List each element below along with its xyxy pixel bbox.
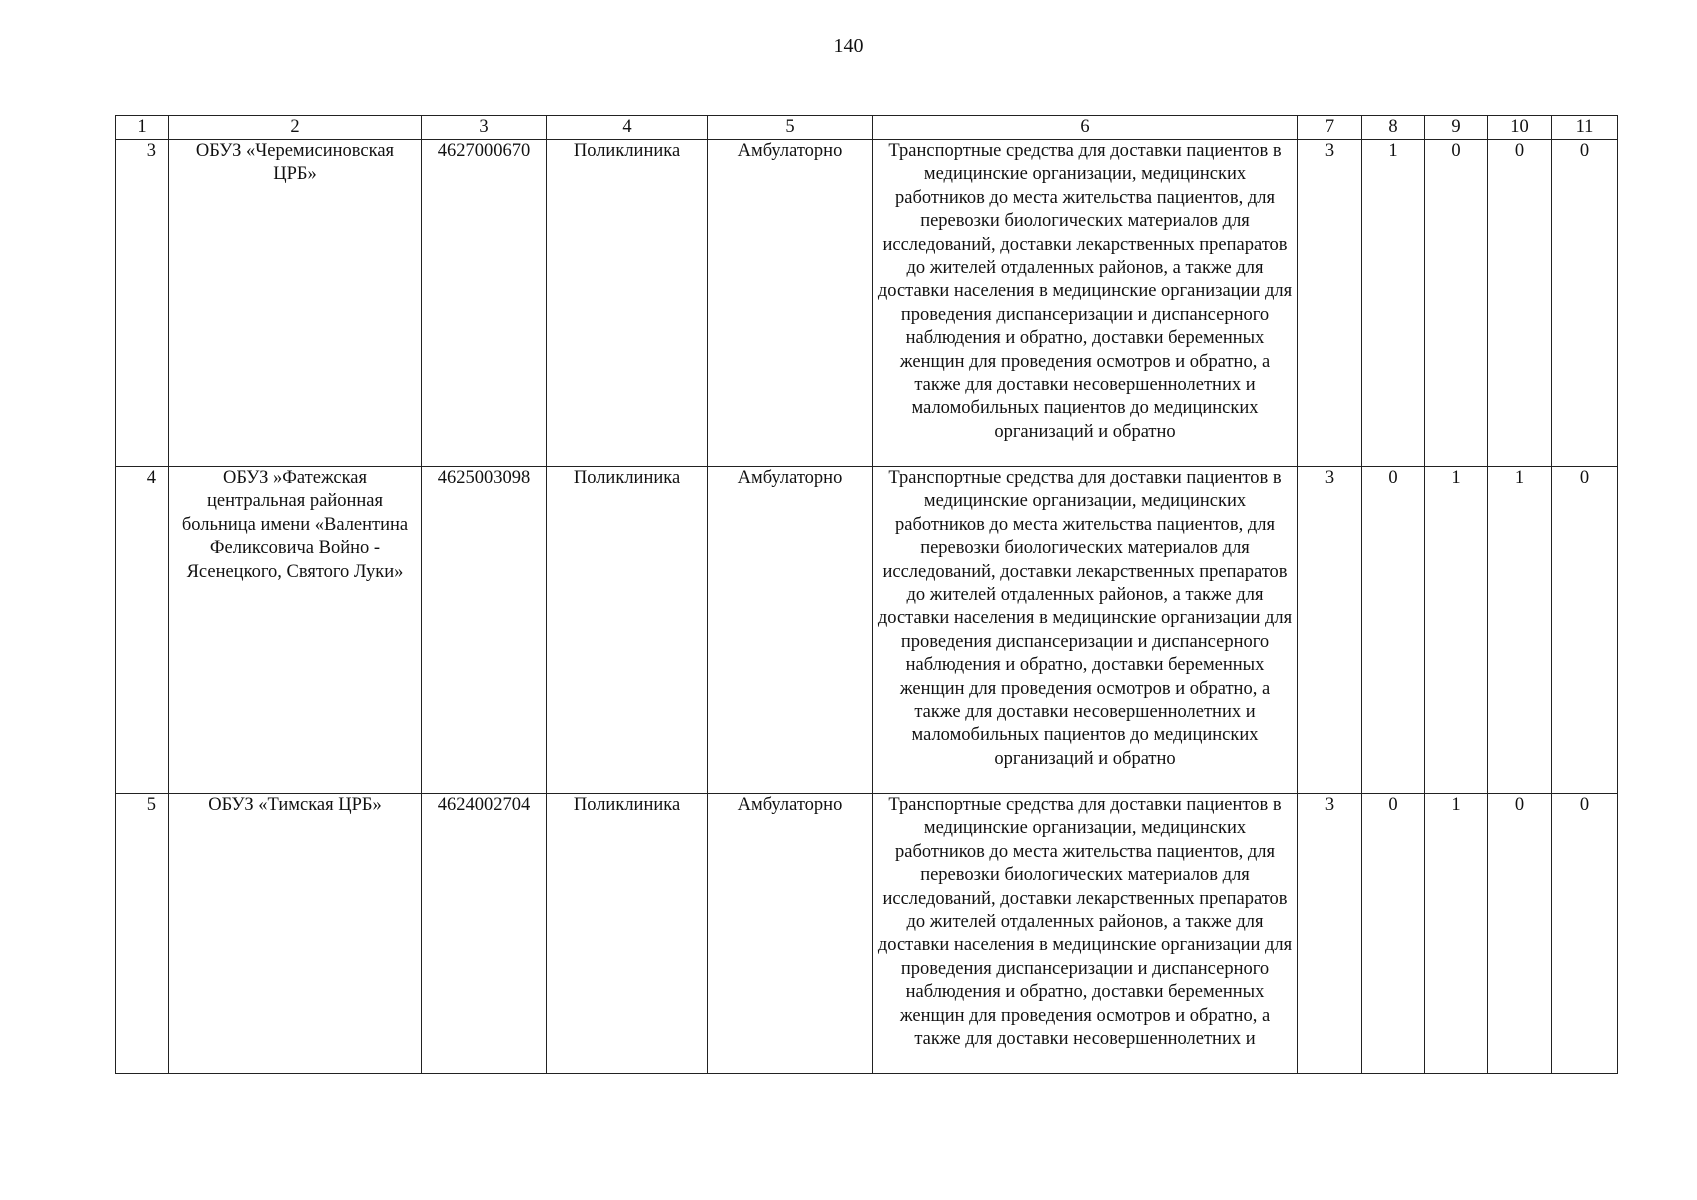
column-header-8: 8: [1362, 116, 1425, 140]
care-mode: Амбулаторно: [708, 467, 873, 794]
table-header-row: [116, 116, 1618, 140]
vehicle-purpose: Транспортные средства для доставки пациентов в медицинские организации, медицинских работников до места жительства пациентов, для перевозки биологических материалов для исследований, доставки лекарственных препаратов до жителей отдаленных районов, а также для доставки населения в медицинские организации для проведения диспансеризации и диспансерного наблюдения и обратно, доставки беременных женщин для проведения осмотров и обратно, а также для доставки несовершеннолетних и маломобильных пациентов до медицинских организаций и обратно: [873, 140, 1298, 467]
col-9-value: 1: [1425, 794, 1488, 1074]
col-11-value: 0: [1552, 794, 1618, 1074]
table-row: [116, 140, 1618, 467]
col-7-value: 3: [1298, 140, 1362, 467]
col-8-value: 0: [1362, 467, 1425, 794]
col-10-value: 0: [1488, 794, 1552, 1074]
column-header-4: 4: [547, 116, 708, 140]
column-header-11: 11: [1552, 116, 1618, 140]
inn-code: 4624002704: [422, 794, 547, 1074]
column-header-6: 6: [873, 116, 1298, 140]
row-number: 3: [116, 140, 169, 467]
organization-name: ОБУЗ «Черемисиновская ЦРБ»: [169, 140, 422, 467]
col-10-value: 0: [1488, 140, 1552, 467]
organization-name: ОБУЗ «Тимская ЦРБ»: [169, 794, 422, 1074]
row-number: 5: [116, 794, 169, 1074]
facility-type: Поликлиника: [547, 140, 708, 467]
column-header-9: 9: [1425, 116, 1488, 140]
col-7-value: 3: [1298, 467, 1362, 794]
vehicle-purpose: Транспортные средства для доставки пациентов в медицинские организации, медицинских работников до места жительства пациентов, для перевозки биологических материалов для исследований, доставки лекарственных препаратов до жителей отдаленных районов, а также для доставки населения в медицинские организации для проведения диспансеризации и диспансерного наблюдения и обратно, доставки беременных женщин для проведения осмотров и обратно, а также для доставки несовершеннолетних и: [873, 794, 1298, 1074]
column-header-2: 2: [169, 116, 422, 140]
col-8-value: 1: [1362, 140, 1425, 467]
row-number: 4: [116, 467, 169, 794]
column-header-3: 3: [422, 116, 547, 140]
facility-type: Поликлиника: [547, 467, 708, 794]
inn-code: 4625003098: [422, 467, 547, 794]
inn-code: 4627000670: [422, 140, 547, 467]
table-row: [116, 467, 1618, 794]
facility-type: Поликлиника: [547, 794, 708, 1074]
table-row: [116, 794, 1618, 1074]
col-9-value: 1: [1425, 467, 1488, 794]
column-header-5: 5: [708, 116, 873, 140]
col-11-value: 0: [1552, 467, 1618, 794]
page-number: 140: [833, 35, 864, 57]
col-8-value: 0: [1362, 794, 1425, 1074]
care-mode: Амбулаторно: [708, 794, 873, 1074]
care-mode: Амбулаторно: [708, 140, 873, 467]
col-10-value: 1: [1488, 467, 1552, 794]
vehicle-purpose: Транспортные средства для доставки пациентов в медицинские организации, медицинских работников до места жительства пациентов, для перевозки биологических материалов для исследований, доставки лекарственных препаратов до жителей отдаленных районов, а также для доставки населения в медицинские организации для проведения диспансеризации и диспансерного наблюдения и обратно, доставки беременных женщин для проведения осмотров и обратно, а также для доставки несовершеннолетних и маломобильных пациентов до медицинских организаций и обратно: [873, 467, 1298, 794]
data-table: [115, 115, 1618, 1074]
organization-name: ОБУЗ »Фатежская центральная районная больница имени «Валентина Феликсовича Войно - Ясенецкого, Святого Луки»: [169, 467, 422, 794]
col-11-value: 0: [1552, 140, 1618, 467]
column-header-7: 7: [1298, 116, 1362, 140]
column-header-10: 10: [1488, 116, 1552, 140]
col-7-value: 3: [1298, 794, 1362, 1074]
column-header-1: 1: [116, 116, 169, 140]
col-9-value: 0: [1425, 140, 1488, 467]
